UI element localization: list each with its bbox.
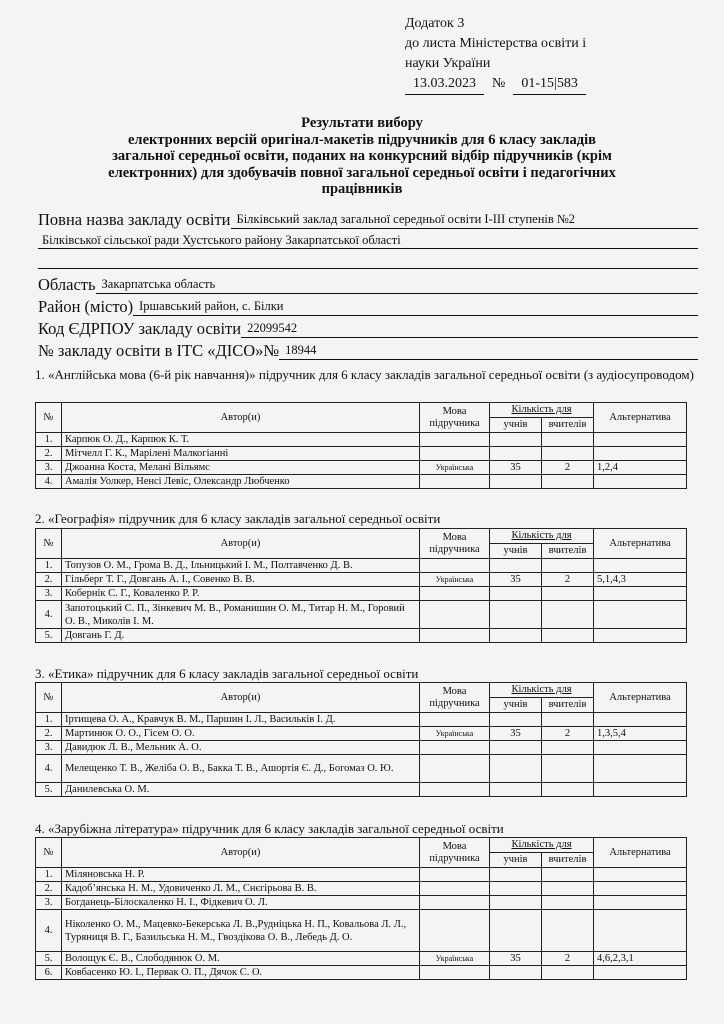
table-row — [36, 741, 687, 755]
table-row — [36, 713, 687, 727]
school-name-value-line-2: Білківської сільської ради Хустського району Закарпатської області — [38, 232, 698, 249]
header-number: № — [36, 838, 62, 868]
row-students — [490, 713, 542, 727]
header-students: учнів — [490, 418, 542, 433]
table-row — [36, 629, 687, 643]
row-author: Амалія Уолкер, Ненсі Левіс, Олександр Любченко — [62, 475, 420, 489]
table-row — [36, 601, 687, 629]
edrpou-value: 22099542 — [241, 320, 698, 338]
header-alternative: Альтернатива — [594, 838, 687, 868]
title-line-4: електронних) для здобувачів повної загальної середньої освіти і педагогічних — [108, 164, 616, 181]
annex-number: 01-15|583 — [513, 74, 585, 95]
row-students — [490, 868, 542, 882]
title-line-1: Результати вибору — [301, 115, 423, 131]
school-name-field — [38, 210, 698, 229]
section-4-title: 4. «Зарубіжна література» підручник для 6 класу закладів загальної середньої освіти — [35, 821, 504, 836]
header-alternative: Альтернатива — [594, 403, 687, 433]
row-language — [420, 966, 490, 980]
row-students — [490, 475, 542, 489]
table-row — [36, 461, 687, 475]
row-students — [490, 783, 542, 797]
document-title — [30, 115, 694, 198]
row-language — [420, 910, 490, 952]
row-alternative: 1,2,4 — [594, 461, 687, 475]
row-number: 3. — [36, 461, 62, 475]
annex-line-2: до листа Міністерства освіти і — [405, 36, 587, 51]
blank-line-1 — [38, 252, 698, 269]
row-author: Мартинюк О. О., Гісем О. О. — [62, 727, 420, 741]
row-alternative — [594, 433, 687, 447]
header-author: Автор(и) — [62, 683, 420, 713]
row-alternative — [594, 755, 687, 783]
header-teachers: вчителів — [542, 698, 594, 713]
annex-line-3: науки України — [405, 56, 491, 71]
row-language — [420, 741, 490, 755]
section-1-table — [35, 402, 687, 489]
row-alternative — [594, 559, 687, 573]
row-students — [490, 882, 542, 896]
row-students — [490, 629, 542, 643]
row-students: 35 — [490, 573, 542, 587]
district-value: Іршавський район, с. Білки — [133, 298, 698, 316]
header-author: Автор(и) — [62, 838, 420, 868]
row-students: 35 — [490, 727, 542, 741]
header-language: Мова підручника — [420, 683, 490, 713]
row-language — [420, 475, 490, 489]
header-language: Мова підручника — [420, 838, 490, 868]
its-number-value: 18944 — [279, 342, 698, 360]
title-line-5: працівників — [321, 181, 403, 197]
row-language — [420, 783, 490, 797]
row-teachers: 2 — [542, 727, 594, 741]
row-author: Топузов О. М., Грома В. Д., Ільницький І. М., Полтавченко Д. В. — [62, 559, 420, 573]
row-number: 1. — [36, 433, 62, 447]
header-number: № — [36, 529, 62, 559]
row-author: Волощук Є. В., Слободянюк О. М. — [62, 952, 420, 966]
row-teachers — [542, 475, 594, 489]
row-number: 2. — [36, 573, 62, 587]
header-language: Мова підручника — [420, 529, 490, 559]
row-students: 35 — [490, 952, 542, 966]
header-count: Кількість для — [490, 683, 594, 698]
header-count: Кількість для — [490, 838, 594, 853]
table-row — [36, 727, 687, 741]
row-language — [420, 433, 490, 447]
header-teachers: вчителів — [542, 544, 594, 559]
table-row — [36, 868, 687, 882]
table-row — [36, 587, 687, 601]
row-number: 2. — [36, 727, 62, 741]
edrpou-field — [38, 319, 698, 338]
row-teachers — [542, 433, 594, 447]
row-teachers: 2 — [542, 952, 594, 966]
row-alternative: 1,3,5,4 — [594, 727, 687, 741]
row-author: Кобернік С. Г., Коваленко Р. Р. — [62, 587, 420, 601]
row-number: 2. — [36, 882, 62, 896]
row-number: 4. — [36, 601, 62, 629]
section-2-title: 2. «Географія» підручник для 6 класу закладів загальної середньої освіти — [35, 511, 441, 526]
header-teachers: вчителів — [542, 853, 594, 868]
table-row — [36, 559, 687, 573]
header-teachers: вчителів — [542, 418, 594, 433]
row-number: 3. — [36, 587, 62, 601]
row-teachers — [542, 910, 594, 952]
region-label: Область — [38, 275, 96, 294]
row-language — [420, 587, 490, 601]
header-students: учнів — [490, 853, 542, 868]
row-number: 4. — [36, 475, 62, 489]
row-students: 35 — [490, 461, 542, 475]
header-count: Кількість для — [490, 403, 594, 418]
row-language — [420, 868, 490, 882]
row-author: Давидюк Л. В., Мельник А. О. — [62, 741, 420, 755]
row-teachers — [542, 755, 594, 783]
row-language — [420, 447, 490, 461]
table-row — [36, 952, 687, 966]
row-author: Ковбасенко Ю. І., Первак О. П., Дячок С. О. — [62, 966, 420, 980]
row-students — [490, 896, 542, 910]
row-author: Мелещенко Т. В., Желіба О. В., Бакка Т. В., Ашортія Є. Д., Богомаз О. Ю. — [62, 755, 420, 783]
annex-title: Додаток 3 — [405, 16, 465, 31]
annex-reference — [405, 74, 586, 95]
table-row — [36, 447, 687, 461]
row-author: Іртищева О. А., Кравчук В. М., Паршин І. Л., Васильків І. Д. — [62, 713, 420, 727]
annex-number-sign: № — [492, 76, 506, 91]
row-alternative — [594, 966, 687, 980]
row-alternative — [594, 447, 687, 461]
row-alternative — [594, 868, 687, 882]
row-alternative: 4,6,2,3,1 — [594, 952, 687, 966]
row-author: Богданець-Білоскаленко Н. І., Фідкевич О. Л. — [62, 896, 420, 910]
header-number: № — [36, 683, 62, 713]
row-alternative — [594, 783, 687, 797]
district-label: Район (місто) — [38, 297, 134, 316]
row-teachers — [542, 601, 594, 629]
row-author: Мітчелл Г. К., Марілені Малкогіанні — [62, 447, 420, 461]
its-number-field — [38, 341, 698, 360]
row-language — [420, 896, 490, 910]
row-author: Міляновська Н. Р. — [62, 868, 420, 882]
row-author: Гільберг Т. Г., Довгань А. І., Совенко В. В. — [62, 573, 420, 587]
row-students — [490, 910, 542, 952]
row-alternative — [594, 475, 687, 489]
table-row — [36, 910, 687, 952]
row-students — [490, 447, 542, 461]
row-students — [490, 559, 542, 573]
row-teachers — [542, 896, 594, 910]
header-language: Мова підручника — [420, 403, 490, 433]
table-row — [36, 573, 687, 587]
row-teachers — [542, 629, 594, 643]
title-line-2: електронних версій оригінал-макетів підручників для 6 класу закладів — [128, 131, 596, 148]
row-alternative — [594, 741, 687, 755]
row-author: Джоанна Коста, Мелані Вільямс — [62, 461, 420, 475]
row-language — [420, 559, 490, 573]
row-number: 2. — [36, 447, 62, 461]
row-author: Довгань Г. Д. — [62, 629, 420, 643]
row-alternative — [594, 629, 687, 643]
row-author: Карпюк О. Д., Карпюк К. Т. — [62, 433, 420, 447]
row-students — [490, 601, 542, 629]
row-alternative — [594, 910, 687, 952]
header-alternative: Альтернатива — [594, 683, 687, 713]
row-teachers — [542, 741, 594, 755]
region-field — [38, 275, 698, 294]
row-teachers — [542, 713, 594, 727]
row-language: Українська — [420, 727, 490, 741]
row-students — [490, 966, 542, 980]
row-students — [490, 755, 542, 783]
header-author: Автор(и) — [62, 529, 420, 559]
header-author: Автор(и) — [62, 403, 420, 433]
edrpou-label: Код ЄДРПОУ закладу освіти — [38, 319, 242, 338]
row-alternative — [594, 601, 687, 629]
row-language — [420, 755, 490, 783]
row-teachers — [542, 587, 594, 601]
row-number: 6. — [36, 966, 62, 980]
row-number: 4. — [36, 910, 62, 952]
row-number: 3. — [36, 896, 62, 910]
table-row — [36, 882, 687, 896]
row-language — [420, 629, 490, 643]
header-count: Кількість для — [490, 529, 594, 544]
annex-date: 13.03.2023 — [405, 74, 484, 95]
section-3-title: 3. «Етика» підручник для 6 класу закладів загальної середньої освіти — [35, 666, 419, 681]
row-teachers — [542, 783, 594, 797]
row-number: 3. — [36, 741, 62, 755]
school-name-value: Білківський заклад загальної середньої освіти І-ІІІ ступенів №2 — [231, 211, 698, 229]
section-1-title: 1. «Англійська мова (6-й рік навчання)» підручник для 6 класу закладів загальної середньої освіти (з аудіосупроводом) — [35, 367, 694, 382]
row-teachers — [542, 966, 594, 980]
row-alternative — [594, 882, 687, 896]
row-number: 5. — [36, 629, 62, 643]
row-teachers: 2 — [542, 461, 594, 475]
row-alternative — [594, 587, 687, 601]
row-students — [490, 587, 542, 601]
row-number: 4. — [36, 755, 62, 783]
row-students — [490, 741, 542, 755]
annex-header — [405, 14, 586, 95]
row-number: 5. — [36, 783, 62, 797]
row-number: 1. — [36, 713, 62, 727]
header-students: учнів — [490, 544, 542, 559]
row-language: Українська — [420, 573, 490, 587]
section-4-table — [35, 837, 687, 980]
row-language — [420, 713, 490, 727]
table-row — [36, 783, 687, 797]
table-row — [36, 755, 687, 783]
row-number: 1. — [36, 559, 62, 573]
district-field — [38, 297, 698, 316]
row-author: Кадоб’янська Н. М., Удовиченко Л. М., Снєгірьова В. В. — [62, 882, 420, 896]
row-alternative — [594, 896, 687, 910]
row-teachers — [542, 868, 594, 882]
row-language — [420, 601, 490, 629]
table-row — [36, 966, 687, 980]
row-teachers: 2 — [542, 573, 594, 587]
table-row — [36, 433, 687, 447]
row-alternative: 5,1,4,3 — [594, 573, 687, 587]
row-language: Українська — [420, 952, 490, 966]
table-row — [36, 896, 687, 910]
header-number: № — [36, 403, 62, 433]
row-author: Данилевська О. М. — [62, 783, 420, 797]
row-number: 5. — [36, 952, 62, 966]
header-alternative: Альтернатива — [594, 529, 687, 559]
table-row — [36, 475, 687, 489]
row-author: Ніколенко О. М., Мацевко-Бекерська Л. В.,Рудніцька Н. П., Ковальова Л. Л., Туряниця В. Г., Базильська Н. М., Гвоздікова О. В., Лебедь Д. О. — [62, 910, 420, 952]
its-number-label: № закладу освіти в ІТС «ДІСО»№ — [38, 341, 280, 360]
row-students — [490, 433, 542, 447]
row-author: Запотоцький С. П., Зінкевич М. В., Романишин О. М., Титар Н. М., Горовий О. В., Миколів І. М. — [62, 601, 420, 629]
row-teachers — [542, 559, 594, 573]
row-alternative — [594, 713, 687, 727]
row-language — [420, 882, 490, 896]
section-3-table — [35, 682, 687, 797]
row-teachers — [542, 447, 594, 461]
header-students: учнів — [490, 698, 542, 713]
region-value: Закарпатська область — [96, 276, 698, 294]
section-2-table — [35, 528, 687, 643]
row-number: 1. — [36, 868, 62, 882]
school-name-label: Повна назва закладу освіти — [38, 210, 231, 229]
title-line-3: загальної середньої освіти, поданих на конкурсний відбір підручників (крім — [112, 148, 612, 164]
row-teachers — [542, 882, 594, 896]
row-language: Українська — [420, 461, 490, 475]
